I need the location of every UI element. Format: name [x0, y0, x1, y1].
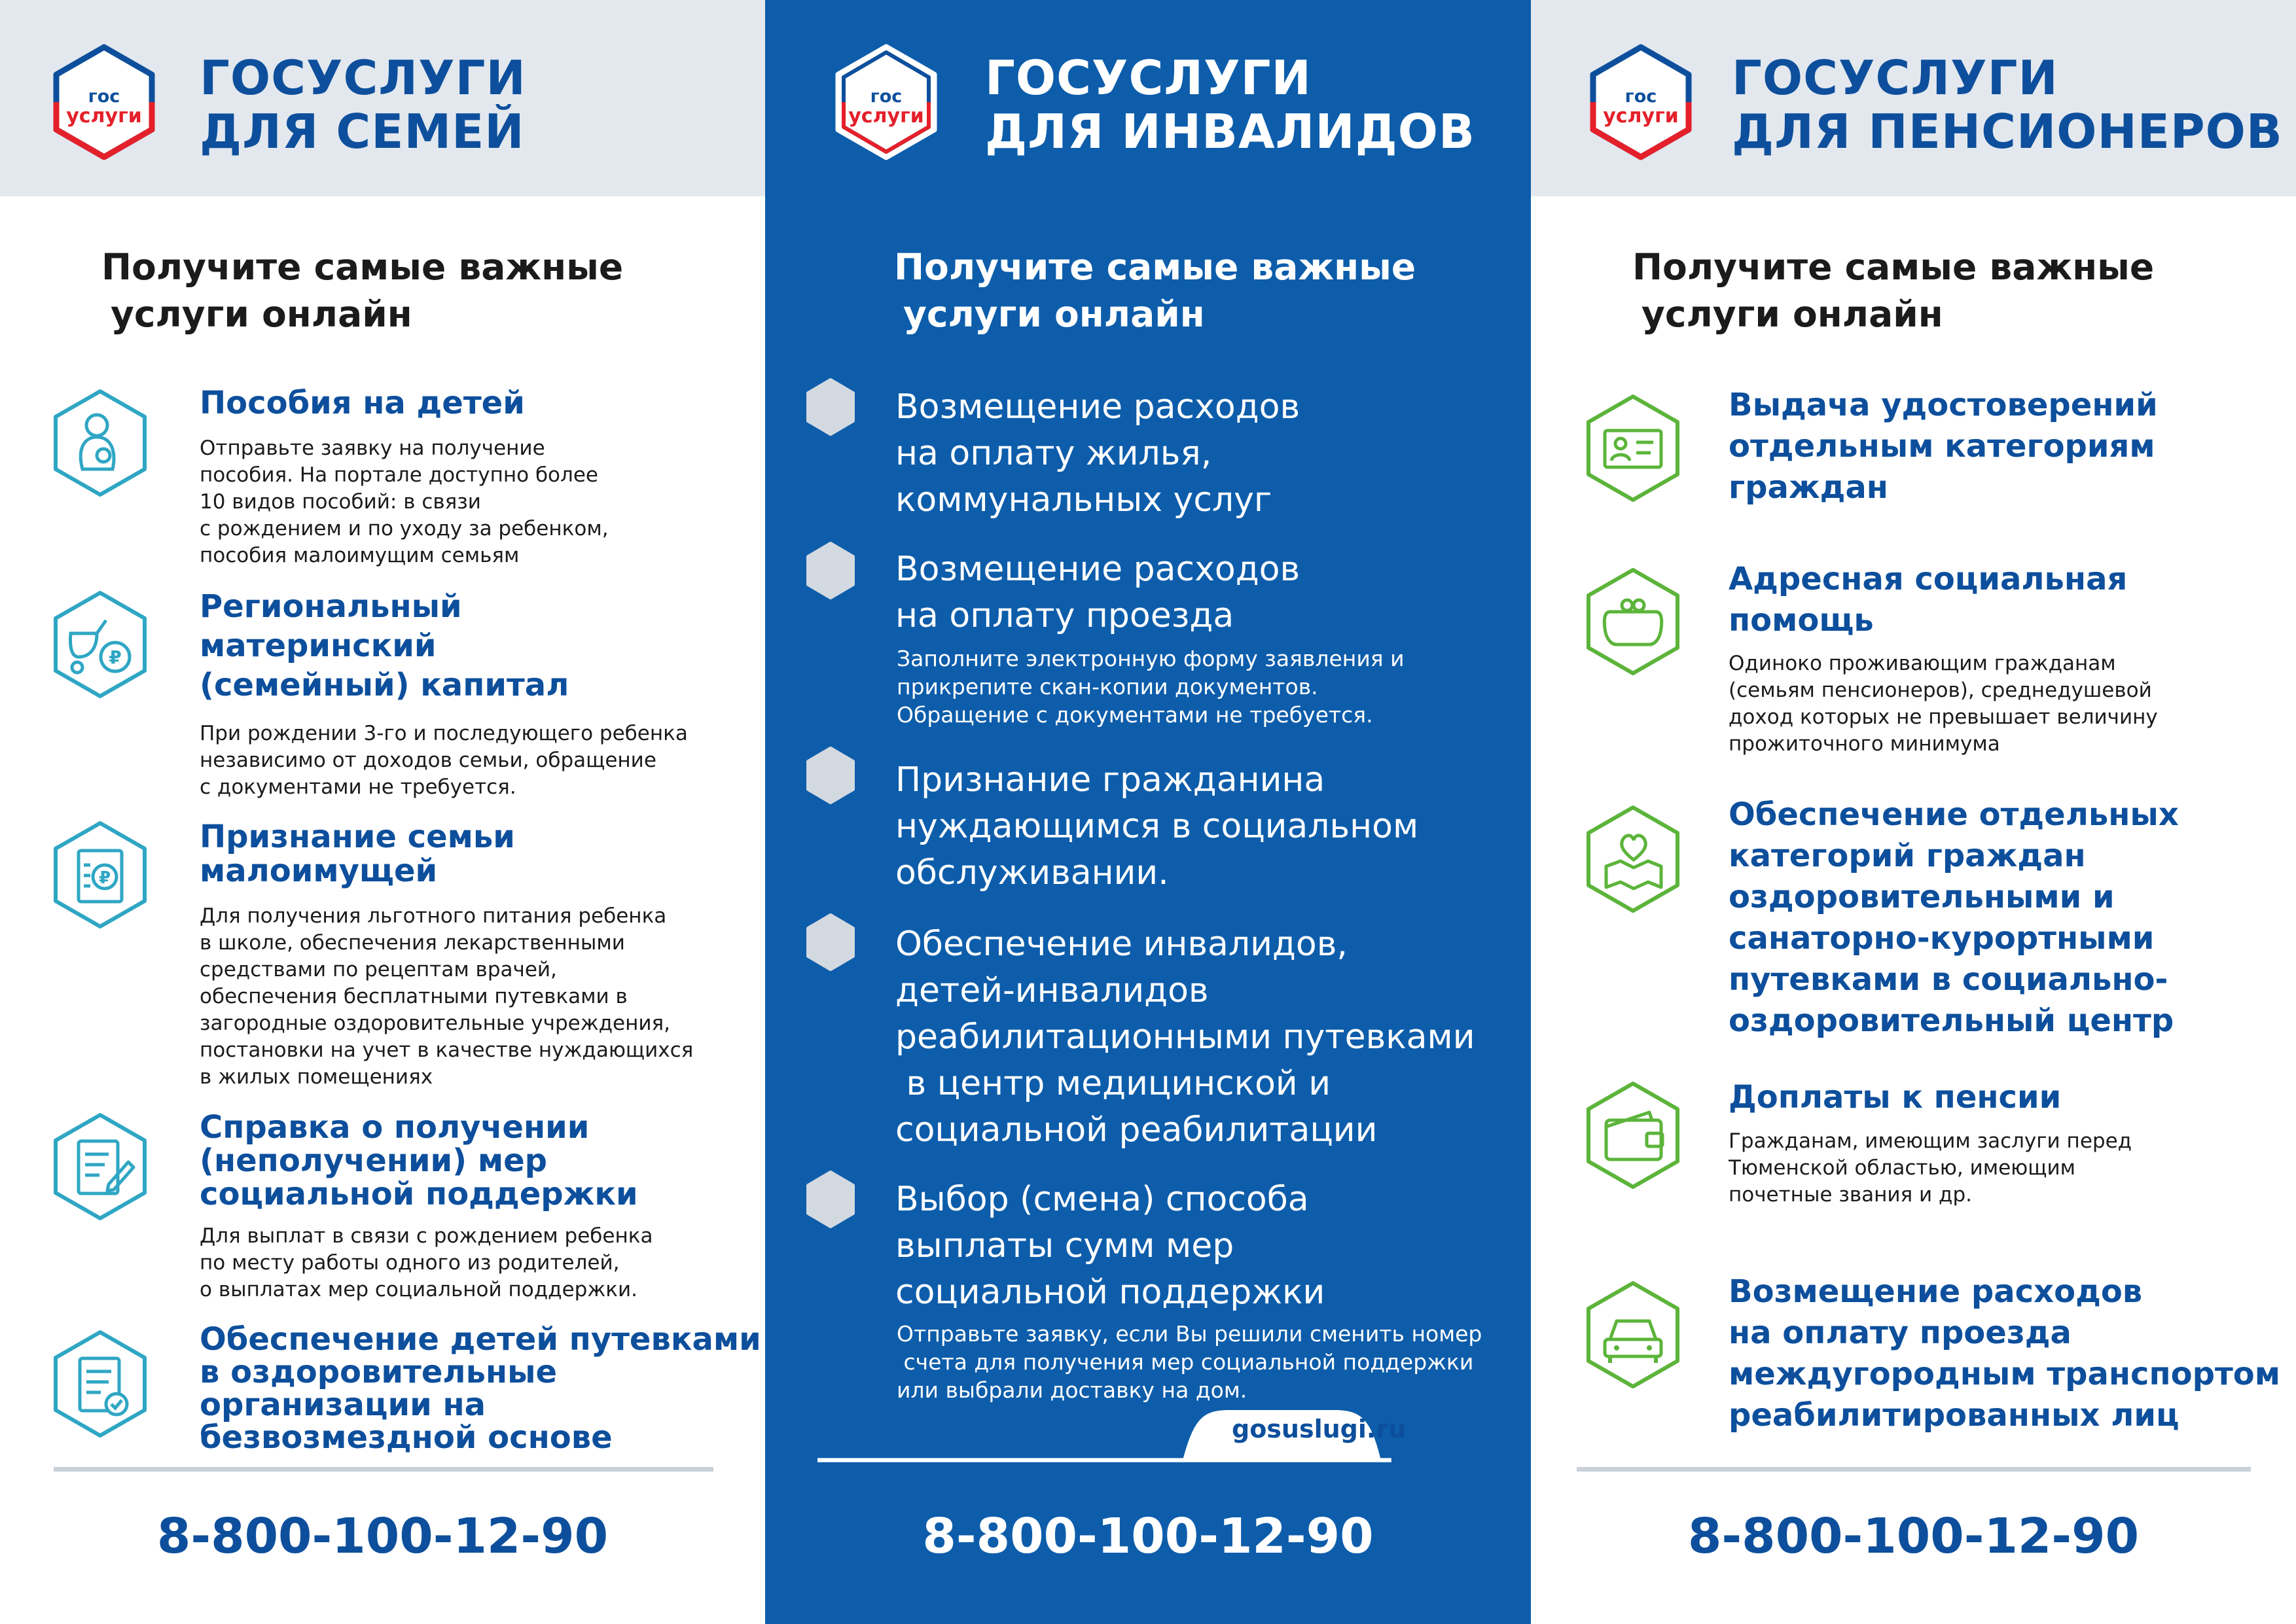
item-text	[200, 720, 688, 801]
svg-text:₽: ₽	[98, 868, 111, 888]
item-title-line: оздоровительный центр	[1729, 1002, 2174, 1039]
item-title-line: оздоровительными и	[1729, 879, 2115, 915]
pensioners-title	[1732, 51, 2283, 158]
map-heart-icon	[1584, 803, 1682, 915]
families-divider	[54, 1467, 713, 1472]
item-title-line: Возмещение расходов	[1729, 1273, 2143, 1310]
gosuslugi-logo[interactable]	[51, 43, 157, 161]
item-title-line: социальной реабилитации	[895, 1110, 1378, 1150]
item-title-line: санаторно-курортными	[1729, 920, 2155, 957]
hexagon-bullet-icon	[804, 378, 857, 436]
item-title	[200, 1111, 638, 1211]
item-title-line: реабилитированных лиц	[1729, 1397, 2179, 1434]
item-text-line: Отправьте заявку на получение	[200, 436, 545, 460]
item-text-line: При рождении 3-го и последующего ребенка	[200, 722, 688, 745]
subtitle-line1: Получите самые важные	[894, 246, 1416, 288]
item-title-line: (неполучении) мер	[200, 1142, 547, 1179]
item-text-line: прикрепите скан-копии документов.	[897, 674, 1318, 699]
item-text-line: Гражданам, имеющим заслуги перед	[1729, 1129, 2132, 1153]
disabled-title	[985, 51, 1475, 158]
item-title-line: Справка о получении	[200, 1109, 590, 1146]
item-title	[895, 921, 1475, 1154]
logo-text-top: гос	[88, 86, 120, 107]
gosuslugi-logo[interactable]	[1588, 43, 1694, 161]
mother-child-icon	[51, 387, 149, 499]
pensioners-divider	[1577, 1467, 2251, 1472]
item-title-line: отдельным категориям	[1729, 428, 2155, 465]
families-title-line1: ГОСУСЛУГИ	[200, 50, 526, 105]
gosuslugi-logo[interactable]	[833, 43, 939, 161]
document-pen-icon	[51, 1111, 149, 1222]
item-title-line: путевками в социально-	[1729, 961, 2168, 998]
subtitle-line2: услуги онлайн	[111, 293, 412, 335]
item-title-line: обслуживании.	[895, 853, 1169, 892]
item-title-line: Возмещение расходов	[895, 550, 1300, 589]
site-link[interactable]: gosuslugi.ru	[1232, 1415, 1407, 1443]
disabled-subtitle	[894, 243, 1416, 338]
item-title-line: Региональный	[200, 588, 462, 625]
item-title	[200, 587, 569, 705]
item-text-line: в жилых помещениях	[200, 1065, 433, 1089]
subtitle-line2: услуги онлайн	[903, 293, 1205, 335]
item-title-line: социальной поддержки	[200, 1176, 638, 1212]
item-title-line: в оздоровительные	[200, 1354, 558, 1390]
item-text-line: обеспечения бесплатными путевками в	[200, 985, 628, 1008]
subtitle-line1: Получите самые важные	[101, 246, 624, 288]
families-subtitle	[101, 243, 623, 338]
logo-text-bottom: услуги	[848, 105, 924, 128]
item-text-line: пособия малоимущим семьям	[200, 544, 520, 567]
item-title-line: Адресная социальная	[1729, 561, 2128, 597]
item-title-line: Обеспечение отдельных	[1729, 796, 2179, 833]
item-text-line: Для выплат в связи с рождением ребенка	[200, 1224, 653, 1248]
item-title-line: выплаты сумм мер	[895, 1226, 1234, 1265]
item-title	[1729, 1271, 2280, 1436]
item-title-line: безвозмездной основе	[200, 1419, 613, 1456]
disabled-column	[765, 0, 1531, 1624]
hexagon-bullet-icon	[804, 1170, 857, 1229]
item-text-line: (семьям пенсионеров), среднедушевой	[1729, 679, 2152, 702]
item-title-line: детей-инвалидов	[895, 971, 1209, 1010]
item-text-line: Одиноко проживающим гражданам	[1729, 652, 2116, 675]
item-text-line: загородные оздоровительные учреждения,	[200, 1012, 671, 1035]
item-text-line: независимо от доходов семьи, обращение	[200, 749, 656, 772]
item-text-line: прожиточного минимума	[1729, 732, 2000, 756]
item-title	[200, 383, 525, 423]
site-tab-shape	[817, 1364, 1537, 1477]
item-title-line: на оплату проезда	[895, 596, 1234, 635]
item-title-line: Пособия на детей	[200, 385, 525, 421]
item-title-line: нуждающимся в социальном	[895, 807, 1419, 846]
item-title-line: организации на	[200, 1386, 486, 1423]
item-title	[895, 757, 1418, 896]
item-text	[897, 644, 1405, 729]
hexagon-bullet-icon	[804, 746, 857, 805]
families-header	[0, 0, 765, 196]
item-text-line: Тюменской областью, имеющим	[1729, 1156, 2075, 1180]
item-title-line: междугородным транспортом	[1729, 1356, 2280, 1392]
item-title	[895, 546, 1300, 639]
disabled-title-line1: ГОСУСЛУГИ	[985, 50, 1312, 105]
item-title-line: коммунальных услуг	[895, 480, 1272, 520]
item-title	[1729, 794, 2179, 1042]
item-title-line: реабилитационными путевками	[895, 1017, 1475, 1057]
families-title-line2: ДЛЯ СЕМЕЙ	[200, 104, 525, 159]
logo-text-top: гос	[1624, 86, 1657, 107]
item-text-line: пособия. На портале доступно более	[200, 463, 598, 487]
pensioners-column	[1531, 0, 2296, 1624]
disabled-title-line2: ДЛЯ ИНВАЛИДОВ	[985, 104, 1475, 159]
item-title-line: Обеспечение детей путевками	[200, 1321, 761, 1358]
pensioners-title-line2: ДЛЯ ПЕНСИОНЕРОВ	[1732, 104, 2283, 159]
item-title-line: на оплату жилья,	[895, 434, 1212, 473]
item-title-line: Доплаты к пенсии	[1729, 1079, 2062, 1116]
item-title-line: Признание семьи	[200, 819, 515, 855]
item-title-line: Возмещение расходов	[895, 387, 1300, 427]
logo-text-top: гос	[870, 86, 903, 107]
item-title-line: Выдача удостоверений	[1729, 387, 2158, 423]
disabled-header	[765, 0, 1531, 196]
families-title	[200, 51, 526, 158]
item-text-line: постановки на учет в качестве нуждающихся	[200, 1038, 694, 1062]
purse-icon	[1584, 566, 1682, 677]
disabled-phone[interactable]: 8-800-100-12-90	[922, 1508, 1374, 1564]
item-title-line: категорий граждан	[1729, 838, 2086, 874]
item-text	[200, 903, 693, 1091]
subtitle-line2: услуги онлайн	[1641, 293, 1943, 335]
item-title-line: (семейный) капитал	[200, 667, 569, 703]
item-text-line: средствами по рецептам врачей,	[200, 958, 557, 981]
pensioners-subtitle	[1632, 243, 2154, 338]
item-title-line: на оплату проезда	[1729, 1315, 2072, 1351]
wallet-icon	[1584, 1080, 1682, 1191]
item-text	[200, 1223, 653, 1303]
item-text	[1729, 650, 2158, 758]
car-icon	[1584, 1279, 1682, 1390]
item-text-line: с документами не требуется.	[200, 775, 516, 799]
item-title-line: малоимущей	[200, 853, 438, 889]
item-text-line: Обращение с документами не требуется.	[897, 702, 1373, 728]
id-card-icon	[1584, 393, 1682, 504]
logo-text-bottom: услуги	[1603, 105, 1679, 128]
pensioners-header	[1531, 0, 2296, 196]
item-text-line: Для получения льготного питания ребенка	[200, 904, 667, 928]
item-text-line: или выбрали доставку на дом.	[897, 1377, 1247, 1403]
item-text	[200, 435, 609, 569]
item-title-line: в центр медицинской и	[895, 1064, 1331, 1103]
item-text	[1729, 1128, 2132, 1209]
item-text-line: с рождением и по уходу за ребенком,	[200, 517, 609, 540]
item-title-line: Выбор (смена) способа	[895, 1180, 1309, 1219]
item-title	[1729, 559, 2127, 641]
item-text-line: 10 видов пособий: в связи	[200, 490, 481, 514]
item-title-line: Признание гражданина	[895, 760, 1325, 800]
item-text-line: Заполните электронную форму заявления и	[897, 646, 1405, 671]
item-title-line: помощь	[1729, 602, 1874, 639]
pensioners-phone[interactable]: 8-800-100-12-90	[1687, 1508, 2140, 1564]
families-phone[interactable]: 8-800-100-12-90	[156, 1508, 609, 1564]
item-text-line: о выплатах мер социальной поддержки.	[200, 1278, 637, 1301]
hexagon-bullet-icon	[804, 541, 857, 600]
item-title-line: материнский	[200, 627, 437, 664]
svg-text:₽: ₽	[109, 646, 122, 668]
families-column	[0, 0, 765, 1624]
ruble-document-icon	[51, 819, 149, 930]
item-title	[1729, 1078, 2061, 1117]
item-title	[1729, 385, 2158, 508]
item-title	[200, 820, 515, 888]
item-text-line: Отправьте заявку, если Вы решили сменить номер	[897, 1321, 1482, 1347]
hexagon-bullet-icon	[804, 913, 857, 972]
item-title-line: социальной поддержки	[895, 1273, 1325, 1312]
document-check-icon	[51, 1328, 149, 1439]
stroller-ruble-icon	[51, 589, 149, 700]
item-title-line: граждан	[1729, 469, 1888, 506]
item-title	[895, 1176, 1325, 1316]
item-title	[200, 1323, 761, 1454]
subtitle-line1: Получите самые важные	[1632, 246, 2155, 288]
item-title	[895, 384, 1300, 523]
logo-text-bottom: услуги	[66, 105, 142, 128]
item-text-line: почетные звания и др.	[1729, 1183, 1972, 1207]
item-text-line: по месту работы одного из родителей,	[200, 1251, 620, 1275]
item-text-line: счета для получения мер социальной поддержки	[897, 1349, 1474, 1375]
pensioners-title-line1: ГОСУСЛУГИ	[1732, 50, 2058, 105]
item-text-line: доход которых не превышает величину	[1729, 705, 2158, 729]
item-text-line: в школе, обеспечения лекарственными	[200, 931, 625, 955]
item-title-line: Обеспечение инвалидов,	[895, 925, 1348, 964]
